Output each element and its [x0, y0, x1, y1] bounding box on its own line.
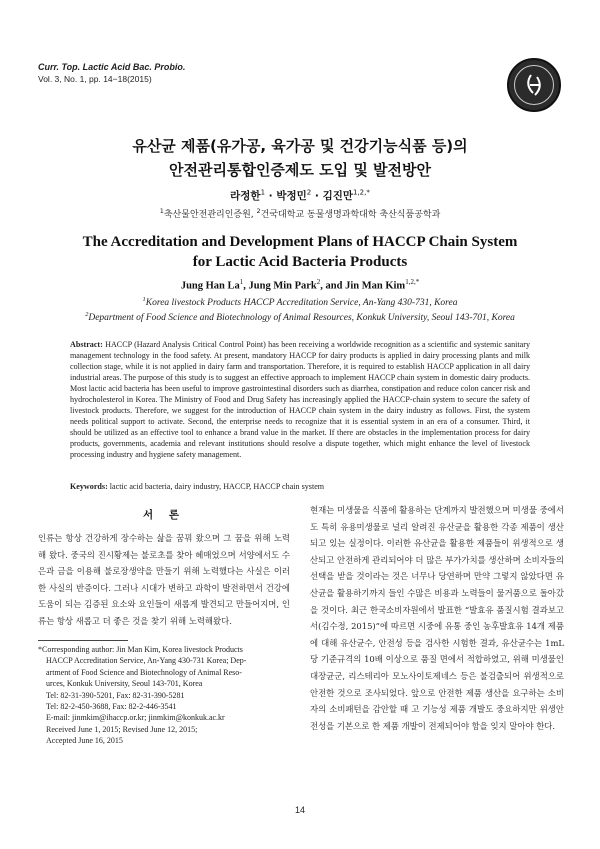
- korean-title-line1: 유산균 제품(유가공, 육가공 및 건강기능식품 등)의: [132, 137, 468, 155]
- english-author-sep-1: ,: [243, 280, 249, 292]
- abstract: [70, 339, 530, 460]
- english-aff-2: Department of Food Science and Biotechnology of Animal Resources, Konkuk University, Seoul 143-701, Korea: [88, 313, 515, 324]
- author-separator: ·: [311, 190, 323, 202]
- english-aff-1-sup: 1: [142, 296, 146, 303]
- korean-affiliations: [0, 207, 600, 220]
- footnote-line-9: Accepted June 16, 2015: [46, 736, 123, 746]
- english-aff-2-sup: 2: [85, 311, 89, 319]
- english-author-2: Jung Min Park: [248, 280, 317, 292]
- journal-header: [38, 62, 185, 84]
- society-logo-icon: [507, 58, 561, 112]
- english-affiliations: [0, 294, 600, 324]
- korean-authors: [0, 188, 600, 203]
- footnote-line-2: HACCP Accreditation Service, An-Yang 430-731 Korea; Dep-: [46, 656, 247, 666]
- english-author-3-sup: 1,2,*: [405, 278, 420, 286]
- author-separator: ·: [265, 190, 277, 202]
- footnote-line-7: E-mail: jinmkim@ihaccp.or.kr; jinmkim@konkuk.ac.kr: [46, 713, 225, 723]
- korean-title-line2: 안전관리통합인증제도 도입 및 발전방안: [169, 161, 431, 179]
- keywords-text: lactic acid bacteria, dairy industry, HACCP, HACCP chain system: [109, 482, 325, 491]
- keywords: [70, 482, 530, 491]
- footnote-line-6: Tel: 82-2-450-3688, Fax: 82-2-446-3541: [46, 702, 177, 712]
- footnote-line-4: urces, Konkuk University, Seoul 143-701, Korea: [46, 679, 203, 689]
- korean-author-3: 김진만: [322, 190, 353, 202]
- abstract-label: Abstract:: [70, 340, 103, 349]
- keywords-label: Keywords:: [70, 482, 108, 491]
- english-author-3: Jin Man Kim: [345, 280, 406, 292]
- english-author-1-sup: 1: [239, 278, 244, 286]
- korean-aff-2: 건국대학교 동물생명과학대학 축산식품공학과: [260, 210, 441, 220]
- korean-aff-1: 축산물안전관리인증원,: [163, 210, 257, 220]
- page-number: 14: [294, 805, 305, 815]
- korean-author-3-sup: 1,2,*: [353, 188, 370, 197]
- volume-info: Vol. 3, No. 1, pp. 14−18(2015): [38, 74, 152, 84]
- intro-left-column: 인류는 항상 건강하게 장수하는 삶을 꿈꿔 왔으며 그 꿈을 위해 노력해 왔다. 중국의 진시황제는 불로초를 찾아 헤매었으며 서양에서도 수은과 금을 이용해 불로장생약을 만들기 위해 노력했다는 사실은 이러한 사실의 반증이다. 그러나 시대가 변하고 과학이 발전하면서 건강에 도움이 되는 김증된 요소와 요인들이 새롭게 발견되고 만들어지며, 인류는 항상 새롭고 더 좋은 것을 찾기 위해 노력해왔다.: [38, 533, 290, 626]
- intro-right-column: 현재는 미생물을 식품에 활용하는 단계까지 발전했으며 미생물 중에서도 특히 유용미생물로 널리 알려진 유산균을 활용한 각종 제품이 생산되고 있는 실정이다. 이러한 유산균을 활용한 제품들이 위생적으로 생산되고 안전하게 관리되어야 더 많은 부가가치를 생산하며 소비자들의 선택을 받을 것이라는 것은 너무나 당연하며 만약 그렇지 않았다면 유산균을 활용하기까지 들인 수많은 비용과 노력들이 물거품으로 돌아갔을 것이다. 최근 한국소비자원에서 발표한 “발효유 품질시험 결과보고서(김수정, 2015)”에 따르면 시중에 유통 중인 농후발효유 14개 제품에 대해 유산균수, 안전성 등을 검사한 시험한 결과, 유산균수는 1mL 당 기준규격의 10배 이상으로 품질 면에서 적합하였고, 위해 미생물인 대장균군, 리스테리아 모노사이토제네스 등은 불검출되어 위생적으로 안전한 것으로 조사되었다. 앞으로 안전한 제품 생산을 요구하는 소비자의 소비패턴을 감안할 때 고 기능성 제품 개발도 중요하지만 위생안전성을 기본으로 한 제품 개발이 전제되어야 함을 잊지 말아야 한다.: [310, 505, 564, 731]
- footnote-line-8: Received June 1, 2015; Revised June 12, 2015;: [46, 724, 198, 734]
- english-author-sep-2: , and: [320, 280, 346, 292]
- korean-aff-1-sup: 1: [159, 207, 164, 215]
- english-aff-line-2: [0, 309, 600, 324]
- korean-author-2-sup: 2: [306, 188, 312, 197]
- footnote-line-5: Tel: 82-31-390-5201, Fax: 82-31-390-5281: [46, 690, 185, 700]
- korean-author-2: 박정민: [276, 190, 307, 202]
- korean-author-1-sup: 1: [260, 188, 266, 197]
- korean-title: [0, 134, 600, 182]
- english-author-1: Jung Han La: [180, 280, 240, 292]
- journal-name: Curr. Top. Lactic Acid Bac. Probio.: [38, 62, 186, 72]
- english-title: [0, 232, 600, 272]
- english-title-line1: The Accreditation and Development Plans of HACCP Chain System: [82, 234, 518, 250]
- korean-author-1: 라정한: [230, 190, 261, 202]
- intro-heading: 서 론: [143, 509, 185, 521]
- footnote-line-3: artment of Food Science and Biotechnology of Animal Reso-: [46, 667, 242, 677]
- footnote-divider: [38, 640, 128, 641]
- english-aff-1: Korea livestock Products HACCP Accreditation Service, An-Yang 430-731, Korea: [145, 298, 458, 309]
- footnote-line-1: *Corresponding author: Jin Man Kim, Korea livestock Products: [38, 645, 243, 654]
- english-title-line2: for Lactic Acid Bacteria Products: [192, 254, 408, 270]
- korean-aff-2-sup: 2: [256, 207, 261, 215]
- abstract-text: HACCP (Hazard Analysis Critical Control Point) has been receiving a worldwide recognition as a scientific and systemic sanitary management technology in the food safety. At present, mandatory HACCP for dairy products is applied in dairy processing plants and milk collection stage, while it is not applied in dairy farm and transportation. Therefore, it is required to establish HACCP application in all dairy industrial areas. The purpose of this study is to suggest an effective approach to implement HACCP chain system in domestic dairy products. Most lactic acid bacteria has been useful to improve gastrointestinal disorders such as diarrhea, constipation and reduce colon cancer risk and hydrocholesterol in Korea. The Ministry of Food and Drug Safety has increasingly applied the HACCP-chain system to secure the safety of livestock products. Therefore, we suggest for the introduction of HACCP chain system in the dairy industry as follows. First, the system needs political support to activate. Second, the enterprise needs to recognize that it is essential system in an era of a consumer. Third, it should be utilized as an effective tool to enhance a brand value in the market. If there are obstacles in the implementation process for dairy products, governments, academia and relevant institutions should resolve a dispute together, which might enhance the level of livestock processing industry and hygiene safety management.: [70, 340, 530, 459]
- english-aff-line-1: [0, 294, 600, 309]
- english-authors: [0, 278, 600, 292]
- corresponding-author-footnote: [38, 644, 290, 747]
- english-author-2-sup: 2: [316, 278, 321, 286]
